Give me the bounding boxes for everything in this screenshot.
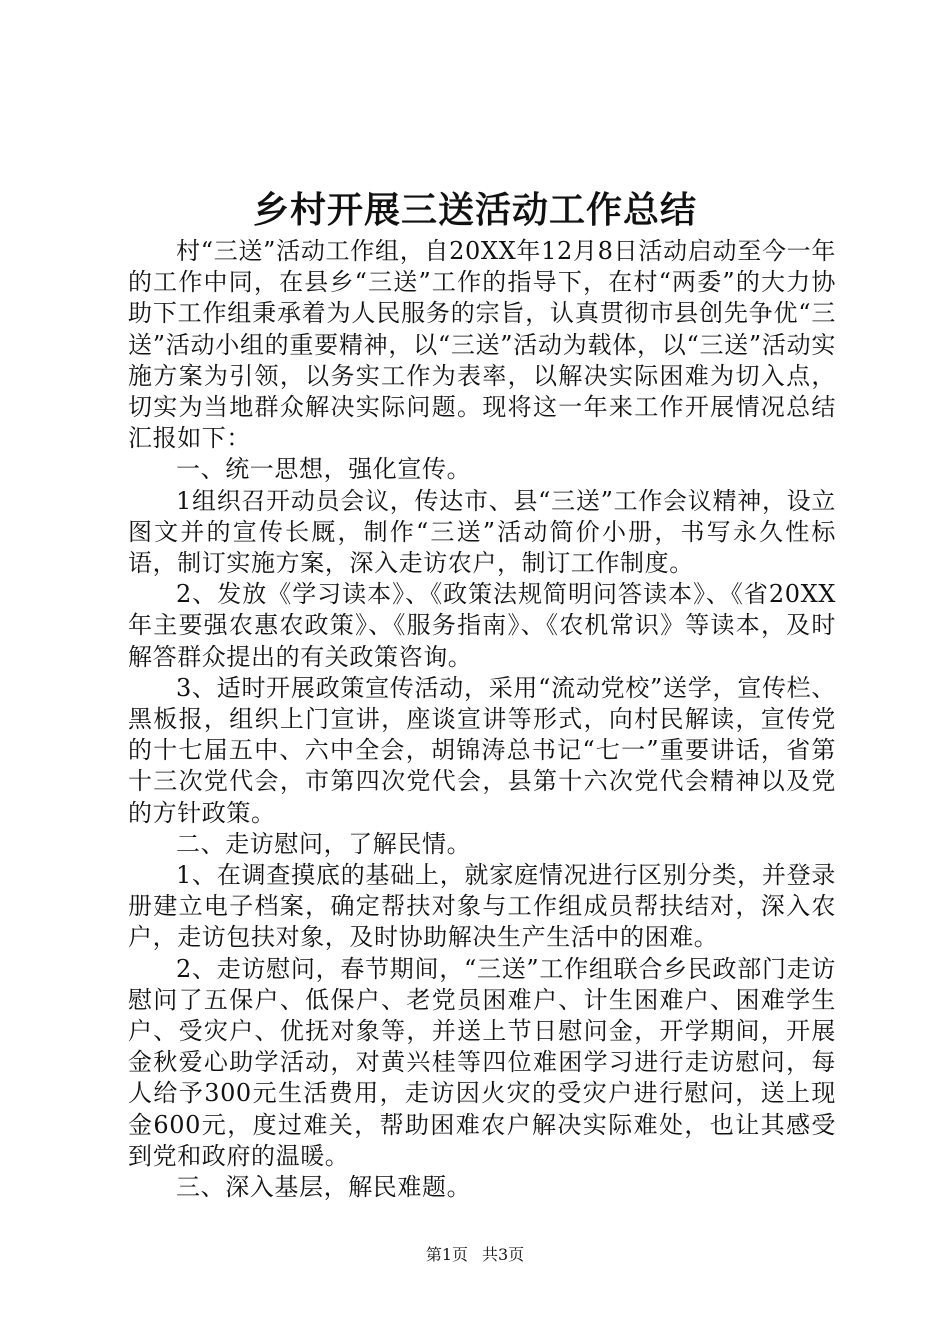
document-body (128, 236, 836, 1203)
paragraph-2-1: 1、在调查摸底的基础上，就家庭情况进行区别分类，并登录册建立电子档案，确定帮扶对象与工作组成员帮扶结对，深入农户，走访包扶对象，及时协助解决生产生活中的困难。 (128, 861, 836, 952)
paragraph-1-2: 2、发放《学习读本》、《政策法规简明问答读本》、《省20XX年主要强农惠农政策》、《服务指南》、《农机常识》等读本，及时解答群众提出的有关政策咨询。 (128, 580, 836, 671)
section-heading-3: 三、深入基层，解民难题。 (176, 1173, 472, 1202)
paragraph-1-1: 1组织召开动员会议，传达市、县“三送”工作会议精神，设立图文并的宣传长厩，制作“三送”活动简价小册，书写永久性标语，制订实施方案，深入走访农户，制订工作制度。 (128, 486, 836, 578)
paragraph-2-2: 2、走访慰问，春节期间，“三送”工作组联合乡民政部门走访慰问了五保户、低保户、老党员困难户、计生困难户、困难学生户、受灾户、优抚对象等，并送上节日慰问金，开学期间，开展金秋爱心助学活动，对黄兴桂等四位难困学习进行走访慰问，每人给予300元生活费用，走访因火灾的受灾户进行慰问，送上现金600元，度过难关，帮助困难农户解决实际难处，也让其感受到党和政府的温暖。 (128, 954, 836, 1170)
page-footer (0, 1244, 950, 1266)
page-number: 第1页 (425, 1245, 468, 1264)
document-title: 乡村开展三送活动工作总结 (252, 189, 697, 231)
paragraph-1-3: 3、适时开展政策宣传活动，采用“流动党校”送学，宣传栏、黑板报，组织上门宣讲，座谈宣讲等形式，向村民解读，宣传党的十七届五中、六中全会，胡锦涛总书记“七一”重要讲话，省第十三次党代会，市第四次党代会，县第十六次党代会精神以及党的方针政策。 (128, 673, 836, 827)
section-heading-2: 二、走访慰问，了解民情。 (176, 829, 472, 858)
paragraph-intro: 村“三送”活动工作组，自20XX年12月8日活动启动至今一年的工作中同，在县乡“三送”工作的指导下，在村“两委”的大力协助下工作组秉承着为人民服务的宗旨，认真贯彻市县创先争优“三送”活动小组的重要精神，以“三送”活动为载体，以“三送”活动实施方案为引领，以务实工作为表率，以解决实际困难为切入点，切实为当地群众解决实际问题。现将这一年来工作开展情况总结汇报如下： (128, 237, 836, 453)
page-total: 共3页 (482, 1245, 525, 1264)
section-heading-1: 一、统一思想，强化宣传。 (176, 455, 472, 484)
